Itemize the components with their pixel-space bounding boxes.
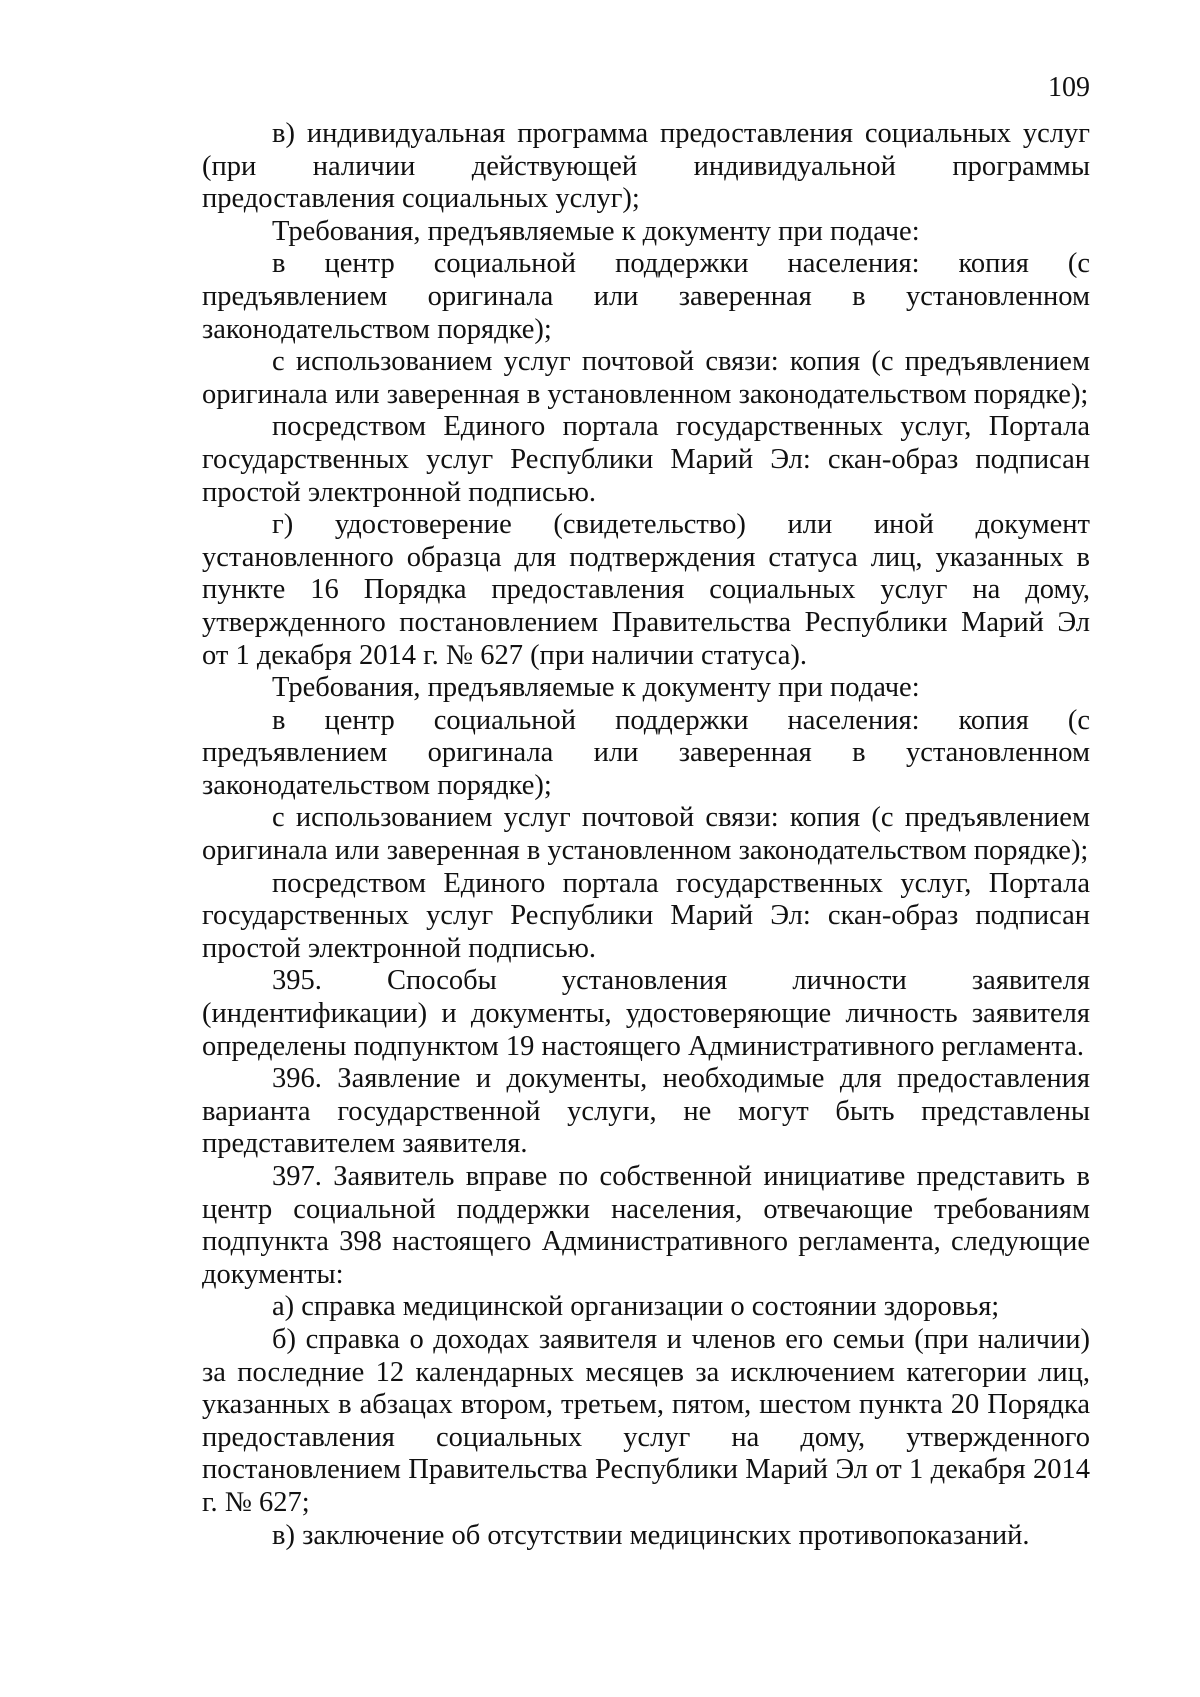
paragraph-clause-396: 396. Заявление и документы, необходимые для предоставления варианта государственной услуги, не могут быть представлены представителем заявителя. <box>202 1063 1090 1160</box>
paragraph-requirements-heading: Требования, предъявляемые к документу при подаче: <box>272 672 920 704</box>
paragraph-requirement-postal: с использованием услуг почтовой связи: копия (с предъявлением оригинала или заверенная в установленном законодательством порядке); <box>202 802 1090 867</box>
paragraph-clause-397: 397. Заявитель вправе по собственной инициативе представить в центр социальной поддержки населения, отвечающие требованиям подпункта 398 настоящего Административного регламента, следующие документы: <box>202 1161 1090 1290</box>
paragraph-requirement-center: в центр социальной поддержки населения: копия (с предъявлением оригинала или заверенная в установленном законодательством порядке); <box>202 704 1090 801</box>
paragraph-requirement-center: в центр социальной поддержки населения: копия (с предъявлением оригинала или заверенная в установленном законодательством порядке); <box>202 248 1090 345</box>
paragraph-clause-395: 395. Способы установления личности заявителя (индентификации) и документы, удостоверяющие личность заявителя определены подпунктом 19 настоящего Административного регламента. <box>202 965 1090 1062</box>
paragraph-item-g-certificate: г) удостоверение (свидетельство) или иной документ установленного образца для подтверждения статуса лиц, указанных в пункте 16 Порядка предоставления социальных услуг на дому, утвержденного постановлением Правительства Республики Марий Эл от 1 декабря 2014 г. № 627 (при наличии статуса). <box>202 509 1090 671</box>
paragraph-item-v-medical-conclusion: в) заключение об отсутствии медицинских противопоказаний. <box>272 1519 1030 1551</box>
document-body <box>202 118 1090 1552</box>
paragraph-requirement-portal: посредством Единого портала государственных услуг, Портала государственных услуг Республики Марий Эл: скан-образ подписан простой электронной подписью. <box>202 867 1090 964</box>
paragraph-item-v-individual-program: в) индивидуальная программа предоставления социальных услуг (при наличии действующей индивидуальной программы предоставления социальных услуг); <box>202 118 1090 215</box>
paragraph-requirement-postal: с использованием услуг почтовой связи: копия (с предъявлением оригинала или заверенная в установленном законодательством порядке); <box>202 346 1090 410</box>
page-number: 109 <box>1048 72 1090 103</box>
paragraph-requirement-portal: посредством Единого портала государственных услуг, Портала государственных услуг Республики Марий Эл: скан-образ подписан простой электронной подписью. <box>202 411 1090 508</box>
paragraph-item-b-income-certificate: б) справка о доходах заявителя и членов его семьи (при наличии) за последние 12 календарных месяцев за исключением категории лиц, указанных в абзацах втором, третьем, пятом, шестом пункта 20 Порядка предоставления социальных услуг на дому, утвержденного постановлением Правительства Республики Марий Эл от 1 декабря 2014 г. № 627; <box>202 1323 1090 1518</box>
paragraph-item-a-medical-certificate: а) справка медицинской организации о состоянии здоровья; <box>272 1291 1000 1323</box>
paragraph-requirements-heading: Требования, предъявляемые к документу при подаче: <box>272 215 920 247</box>
